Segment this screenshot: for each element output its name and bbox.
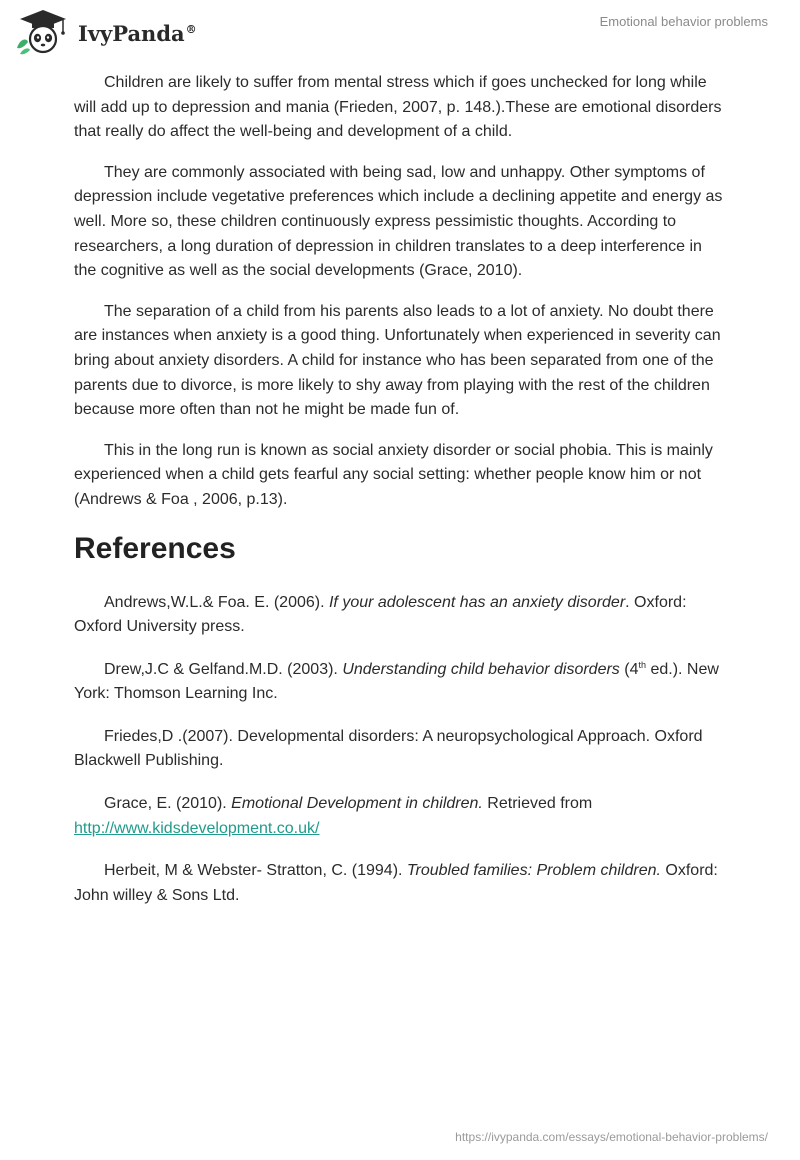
panda-graduate-icon xyxy=(14,8,72,56)
reference-item: Andrews,W.L.& Foa. E. (2006). If your adolescent has an anxiety disorder. Oxford: Oxford University press. xyxy=(74,593,687,636)
reference-item: Drew,J.C & Gelfand.M.D. (2003). Understanding child behavior disorders (4th ed.). New York: Thomson Learning Inc. xyxy=(74,659,719,703)
body-paragraph: Children are likely to suffer from mental stress which if goes unchecked for long while will add up to depression and mania (Frieden, 2007, p. 148.).These are emotional disorders that really do affect the well-being and development of a child. xyxy=(74,74,722,141)
references-heading: References xyxy=(74,531,236,565)
brand-name: IvyPanda® xyxy=(78,20,197,46)
body-paragraph: The separation of a child from his parents also leads to a lot of anxiety. No doubt there are instances when anxiety is a good thing. Unfortunately when experienced in severity can bring about anxiety disorders. A child for instance who has been separated from one of the parents due to divorce, is more likely to shy away from playing with the rest of the children because more often than not he might be made fun of. xyxy=(74,302,721,419)
reference-item: Friedes,D .(2007). Developmental disorders: A neuropsychological Approach. Oxford Blackwell Publishing. xyxy=(74,727,703,770)
body-paragraph: This in the long run is known as social anxiety disorder or social phobia. This is mainly experienced when a child gets fearful any social setting: whether people know him or not (Andrews & Foa , 2006, p.13). xyxy=(74,441,713,508)
page-header xyxy=(0,0,800,66)
reference-item: Grace, E. (2010). Emotional Development in children. Retrieved from http://www.kidsdevelopment.co.uk/ xyxy=(74,795,593,837)
document-title: Emotional behavior problems xyxy=(599,14,768,29)
brand-logo[interactable] xyxy=(14,8,197,56)
source-url[interactable]: https://ivypanda.com/essays/emotional-behavior-problems/ xyxy=(455,1130,768,1144)
body-paragraph: They are commonly associated with being sad, low and unhappy. Other symptoms of depression include vegetative preferences which include a declining appetite and energy as well. More so, these children continuously express pessimistic thoughts. According to researchers, a long duration of depression in children translates to a deep interference in the cognitive as well as the social developments (Grace, 2010). xyxy=(74,163,723,280)
essay-content xyxy=(74,71,724,926)
reference-item: Herbeit, M & Webster- Stratton, C. (1994). Troubled families: Problem children. Oxford: John willey & Sons Ltd. xyxy=(74,862,718,904)
reference-link[interactable]: http://www.kidsdevelopment.co.uk/ xyxy=(74,819,320,837)
